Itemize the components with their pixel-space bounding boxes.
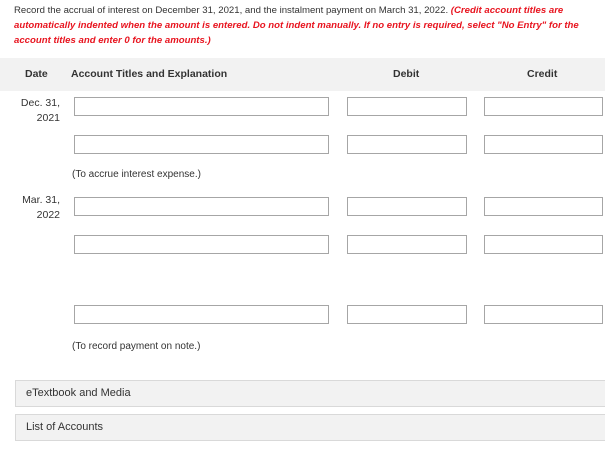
debit-input[interactable] — [347, 197, 467, 216]
account-title-input[interactable] — [74, 305, 329, 324]
entry-note: (To accrue interest expense.) — [72, 169, 201, 180]
credit-input[interactable] — [484, 305, 603, 324]
credit-input[interactable] — [484, 235, 603, 254]
credit-input[interactable] — [484, 135, 603, 154]
list-of-accounts-label: List of Accounts — [26, 421, 104, 433]
header-date: Date — [25, 68, 48, 80]
entry-date — [0, 193, 60, 223]
etextbook-media-label: eTextbook and Media — [26, 387, 131, 399]
entry-date-line1: Mar. 31, — [22, 194, 60, 206]
debit-input[interactable] — [347, 305, 467, 324]
account-title-input[interactable] — [74, 135, 329, 154]
credit-input[interactable] — [484, 197, 603, 216]
credit-input[interactable] — [484, 97, 603, 116]
instructions-text: Record the accrual of interest on December 31, 2021, and the instalment payment on March 31, 2022. — [14, 5, 451, 16]
account-title-input[interactable] — [74, 97, 329, 116]
instructions — [14, 3, 605, 48]
table-header — [0, 58, 605, 91]
entry-date-line2: 2021 — [36, 112, 60, 124]
account-title-input[interactable] — [74, 197, 329, 216]
debit-input[interactable] — [347, 235, 467, 254]
header-credit: Credit — [527, 68, 558, 80]
list-of-accounts-panel[interactable] — [15, 414, 605, 441]
etextbook-media-panel[interactable] — [15, 380, 605, 407]
entry-note: (To record payment on note.) — [72, 341, 201, 352]
entry-date — [0, 96, 60, 126]
debit-input[interactable] — [347, 135, 467, 154]
account-title-input[interactable] — [74, 235, 329, 254]
instructions-emphasis: (Credit account titles are automatically indented when the amount is entered. Do not indent manually. If no entry is required, select "No Entry" for the account titles and enter 0 for the amounts.) — [14, 5, 579, 46]
entry-date-line1: Dec. 31, — [20, 97, 60, 109]
header-account-titles: Account Titles and Explanation — [71, 68, 228, 80]
entry-date-line2: 2022 — [36, 209, 60, 221]
debit-input[interactable] — [347, 97, 467, 116]
header-debit: Debit — [393, 68, 420, 80]
